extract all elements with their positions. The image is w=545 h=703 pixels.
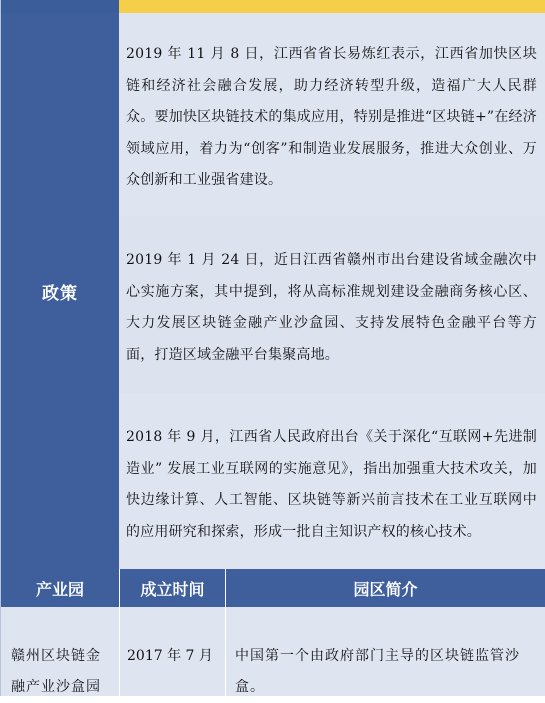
- park-table-header: [1, 569, 545, 607]
- header-park: 产业园: [35, 579, 84, 599]
- table-row: [1, 607, 545, 696]
- park-name-cell: 赣州区块链金融产业沙盒园: [11, 648, 101, 695]
- top-strip-yellow: [119, 0, 545, 13]
- policy-row-label: 政策: [1, 13, 119, 569]
- park-founded-cell: 2017 年 7 月: [119, 607, 225, 696]
- policy-item-1: 2019 年 11 月 8 日，江西省省长易炼红表示，江西省加快区块链和经济社会融合发展，助力经济转型升级，造福广大人民群众。要加快区块链技术的集成应用，特别是推进“区块链+”在经济领域应用，着力为“创客”和制造业发展服务，推进大众创业、万众创新和工业强省建设。: [119, 13, 545, 216]
- header-founded: 成立时间: [119, 569, 225, 607]
- policy-item-3: 2018 年 9 月，江西省人民政府出台《关于深化“互联网+先进制造业” 发展工业互联网的实施意见》，指出加强重大技术攻关，加快边缘计算、人工智能、区块链等新兴前言技术在工业互联网中的应用研究和探索，形成一批自主知识产权的核心技术。: [119, 393, 545, 569]
- policy-item-2: 2019 年 1 月 24 日，近日江西省赣州市出台建设省域金融次中心实施方案，其中提到，将从高标准规划建设金融商务核心区、大力发展区块链金融产业沙盒园、支持发展特色金融平台等方面，打造区域金融平台集聚高地。: [119, 216, 545, 393]
- park-intro-cell: 中国第一个由政府部门主导的区块链监管沙盒。: [225, 607, 545, 696]
- top-strip-left: [1, 0, 119, 13]
- header-intro: 园区简介: [225, 569, 545, 607]
